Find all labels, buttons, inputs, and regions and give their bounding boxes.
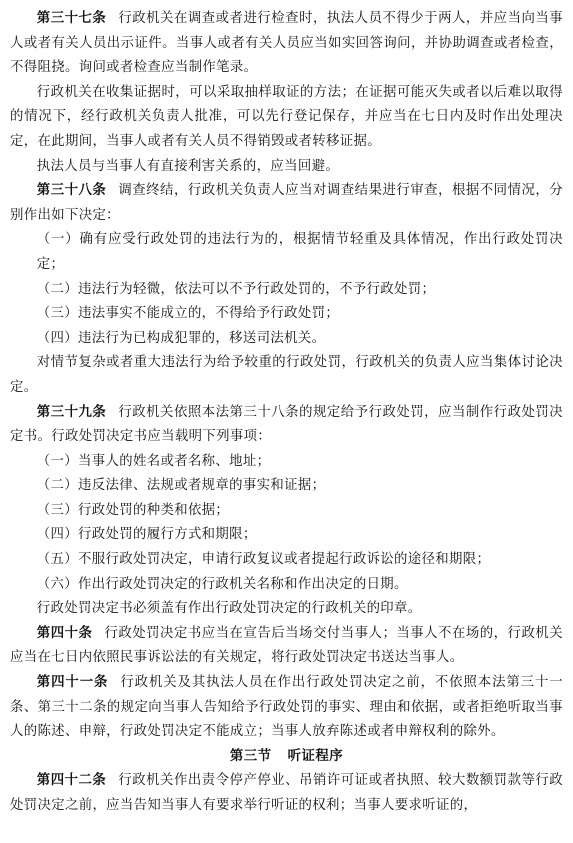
article-37-paragraph-3 — [10, 155, 563, 180]
article-38-intro — [10, 179, 563, 228]
article-41-number: 第四十一条 — [36, 675, 109, 691]
article-39-number: 第三十九条 — [36, 404, 107, 420]
article-42-text: 行政机关作出责令停产停业、吊销许可证或者执照、较大数额罚款等行政处罚决定之前，应当告知当事人有要求举行听证的权利；当事人要求听证的， — [10, 773, 564, 813]
article-38-intro-text: 调查终结，行政机关负责人应当对调查结果进行审查，根据不同情况，分别作出如下决定： — [10, 183, 564, 223]
section-label: 第三节 — [229, 748, 272, 764]
article-38-item-4: （四）违法行为已构成犯罪的，移送司法机关。 — [36, 330, 326, 346]
article-42-number: 第四十二条 — [36, 773, 107, 789]
article-39-item-3: （三）行政处罚的种类和依据； — [36, 502, 230, 518]
article-42-paragraph — [10, 769, 563, 818]
article-39-intro — [10, 401, 563, 450]
article-37-text-2: 行政机关在收集证据时，可以采取抽样取证的方法；在证据可能灭失或者以后难以取得的情况下，经行政机关负责人批准，可以先行登记保存，并应当在七日内及时作出处理决定，在此期间，当事人或者有关人员不得销毁或者转移证据。 — [10, 84, 563, 149]
article-41-paragraph — [10, 671, 563, 745]
article-38-item-3: （三）违法事实不能成立的，不得给予行政处罚； — [36, 306, 340, 322]
article-41-text: 行政机关及其执法人员在作出行政处罚决定之前，不依照本法第三十一条、第三十二条的规定向当事人告知给予行政处罚的事实、理由和依据，或者拒绝听取当事人的陈述、申辩，行政处罚决定不能成立；当事人放弃陈述或者申辩权利的除外。 — [10, 675, 564, 740]
article-39-item-6: （六）作出行政处罚决定的行政机关名称和作出决定的日期。 — [36, 576, 408, 592]
article-37-text-3: 执法人员与当事人有直接利害关系的，应当回避。 — [36, 158, 340, 174]
article-39-item-5: （五）不服行政处罚决定，申请行政复议或者提起行政诉讼的途径和期限； — [36, 552, 491, 568]
article-37-paragraph-1 — [10, 7, 563, 81]
article-39-item-1: （一）当事人的姓名或者名称、地址； — [36, 453, 271, 469]
article-39-intro-text: 行政机关依照本法第三十八条的规定给予行政处罚，应当制作行政处罚决定书。行政处罚决定书应当载明下列事项： — [10, 404, 564, 445]
article-40-number: 第四十条 — [36, 625, 93, 641]
article-38-item-1: （一）确有应受行政处罚的违法行为的，根据情节轻重及具体情况，作出行政处罚决定； — [36, 232, 563, 272]
article-37-text-1: 行政机关在调查或者进行检查时，执法人员不得少于两人，并应当向当事人或者有关人员出示证件。当事人或者有关人员应当如实回答询问，并协助调查或者检查，不得阻挠。询问或者检查应当制作笔录。 — [10, 11, 564, 76]
article-38-closing: 对情节复杂或者重大违法行为给予较重的行政处罚，行政机关的负责人应当集体讨论决定。 — [10, 355, 563, 395]
article-37-number: 第三十七条 — [36, 11, 107, 26]
article-40-paragraph — [10, 622, 563, 671]
article-39-closing: 行政处罚决定书必须盖有作出行政处罚决定的行政机关的印章。 — [36, 601, 422, 617]
section-name: 听证程序 — [287, 748, 344, 764]
article-38-item-2: （二）违法行为轻微，依法可以不予行政处罚的，不予行政处罚； — [36, 281, 436, 297]
article-39-item-4: （四）行政处罚的履行方式和期限； — [36, 527, 257, 543]
article-37-paragraph-2 — [10, 81, 563, 155]
article-40-text: 行政处罚决定书应当在宣告后当场交付当事人；当事人不在场的，行政机关应当在七日内依照民事诉讼法的有关规定，将行政处罚决定书送达当事人。 — [10, 625, 563, 666]
article-38-number: 第三十八条 — [36, 183, 107, 199]
section-heading — [10, 745, 563, 770]
article-39-item-2: （二）违反法律、法规或者规章的事实和证据； — [36, 478, 326, 494]
